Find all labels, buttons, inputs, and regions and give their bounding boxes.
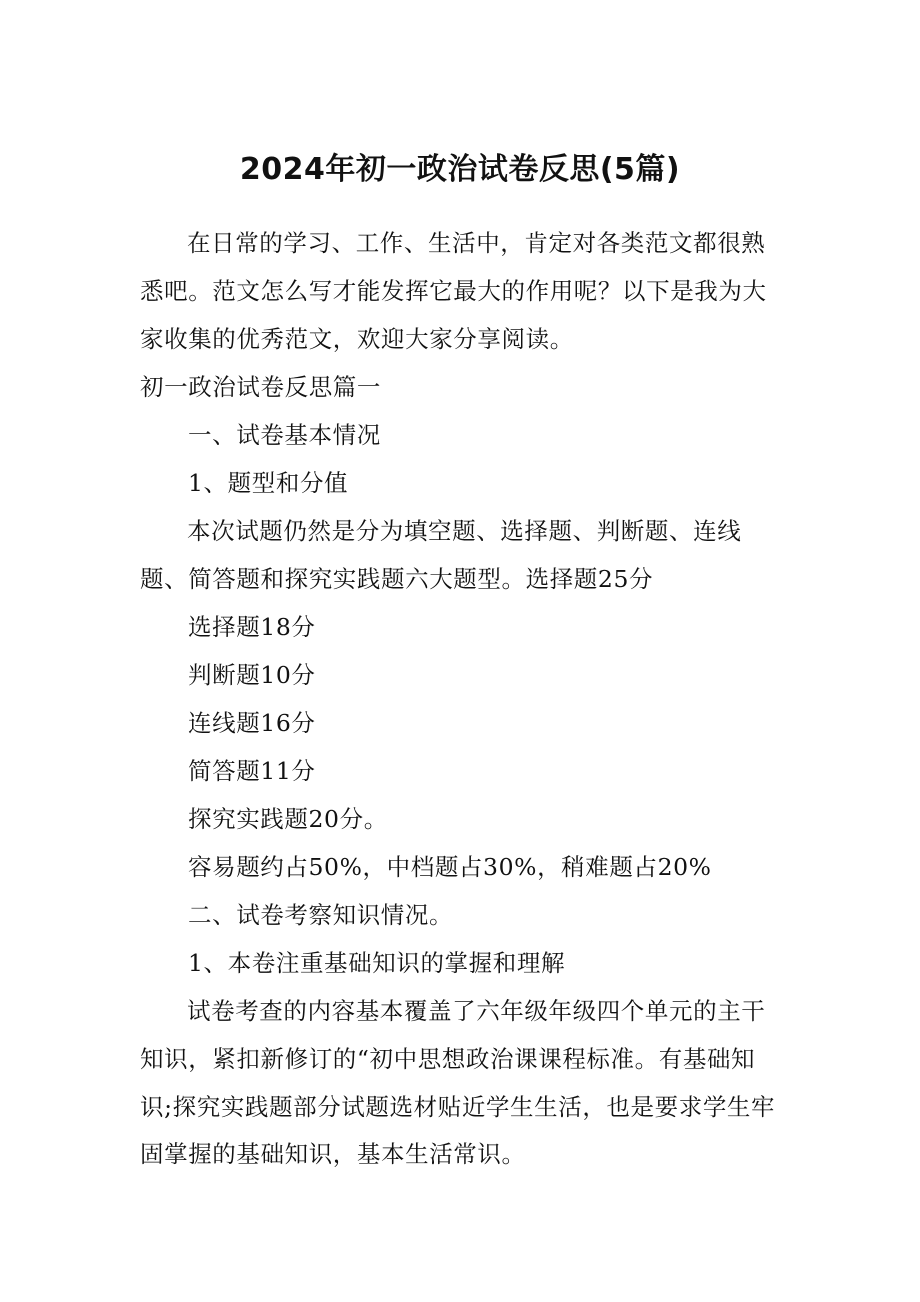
- sub2-heading: 1、本卷注重基础知识的掌握和理解: [188, 949, 566, 977]
- intro-paragraph: 在日常的学习、工作、生活中，肯定对各类范文都很熟悉吧。范文怎么写才能发挥它最大的作用呢？以下是我为大家收集的优秀范文，欢迎大家分享阅读。: [140, 229, 767, 353]
- sub1-heading: 1、题型和分值: [188, 469, 349, 497]
- score-line-judgement: 判断题10分: [188, 661, 316, 689]
- score-line-short-answer: 简答题11分: [188, 757, 316, 785]
- score-line-inquiry: 探究实践题20分。: [188, 805, 388, 833]
- document-title: 2024年初一政治试卷反思(5篇): [239, 152, 681, 187]
- section-heading: 初一政治试卷反思篇一: [140, 373, 381, 401]
- sub1-body-paragraph: 本次试题仍然是分为填空题、选择题、判断题、连线题、简答题和探究实践题六大题型。选择题25分: [140, 517, 742, 593]
- score-line-choice: 选择题18分: [188, 613, 316, 641]
- part2-heading: 二、试卷考察知识情况。: [188, 901, 454, 929]
- score-line-matching: 连线题16分: [188, 709, 316, 737]
- sub2-body-paragraph: 试卷考查的内容基本覆盖了六年级年级四个单元的主干知识，紧扣新修订的“初中思想政治课课程标准。有基础知识;探究实践题部分试题选材贴近学生生活，也是要求学生牢固掌握的基础知识，基本生活常识。: [140, 997, 776, 1169]
- difficulty-line: 容易题约占50%，中档题占30%，稍难题占20%: [188, 853, 712, 881]
- part1-heading: 一、试卷基本情况: [188, 421, 381, 449]
